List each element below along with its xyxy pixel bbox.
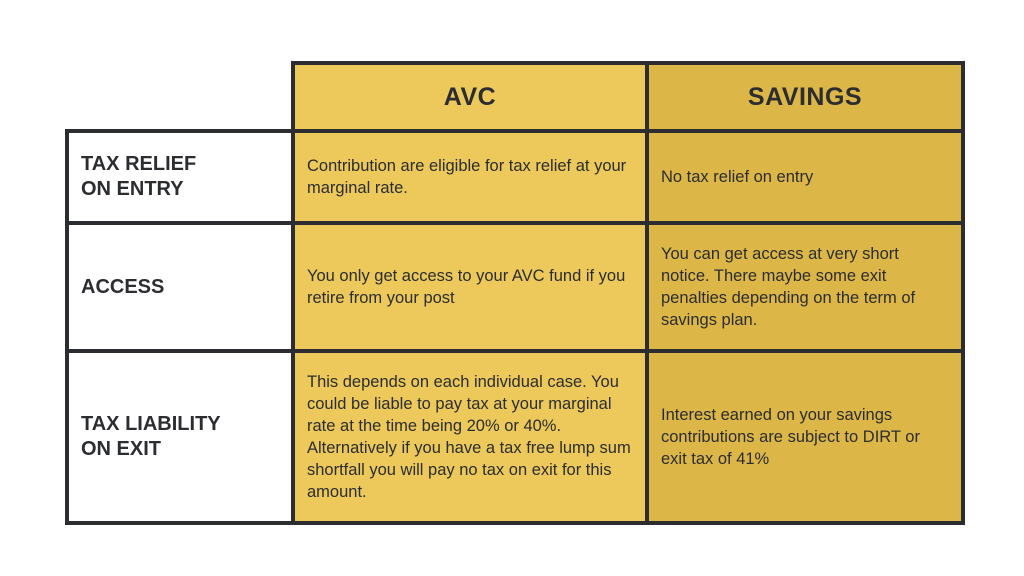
- cell-text: This depends on each individual case. You could be liable to pay tax at your marginal rate at the time being 20% or 40%. Alternatively if you have a tax free lump sum shortfall you will pay no tax on exit for this amount.: [307, 373, 631, 501]
- cell-text: Contribution are eligible for tax relief at your marginal rate.: [307, 157, 627, 197]
- cell-text: You can get access at very short notice. There maybe some exit penalties depending on the term of savings plan.: [661, 245, 916, 329]
- row-label-access: [65, 221, 295, 353]
- column-header-avc-label: AVC: [443, 82, 497, 111]
- row-label-text: TAX LIABILITY ON EXIT: [81, 413, 221, 460]
- row-label-tax-relief-on-entry: [65, 129, 295, 225]
- cell-text: You only get access to your AVC fund if you retire from your post: [307, 267, 626, 307]
- cell-text: No tax relief on entry: [661, 168, 814, 186]
- row-label-text: ACCESS: [81, 275, 165, 298]
- cell-avc-tax-liability: [291, 349, 649, 525]
- cell-text: Interest earned on your savings contributions are subject to DIRT or exit tax of 41%: [661, 406, 920, 468]
- cell-savings-tax-relief: [645, 129, 965, 225]
- cell-savings-tax-liability: [645, 349, 965, 525]
- column-header-savings-label: SAVINGS: [747, 82, 863, 111]
- cell-avc-access: [291, 221, 649, 353]
- row-label-tax-liability-on-exit: [65, 349, 295, 525]
- column-header-savings: [645, 61, 965, 133]
- column-header-avc: [291, 61, 649, 133]
- row-label-text: TAX RELIEF ON ENTRY: [81, 153, 197, 200]
- cell-avc-tax-relief: [291, 129, 649, 225]
- cell-savings-access: [645, 221, 965, 353]
